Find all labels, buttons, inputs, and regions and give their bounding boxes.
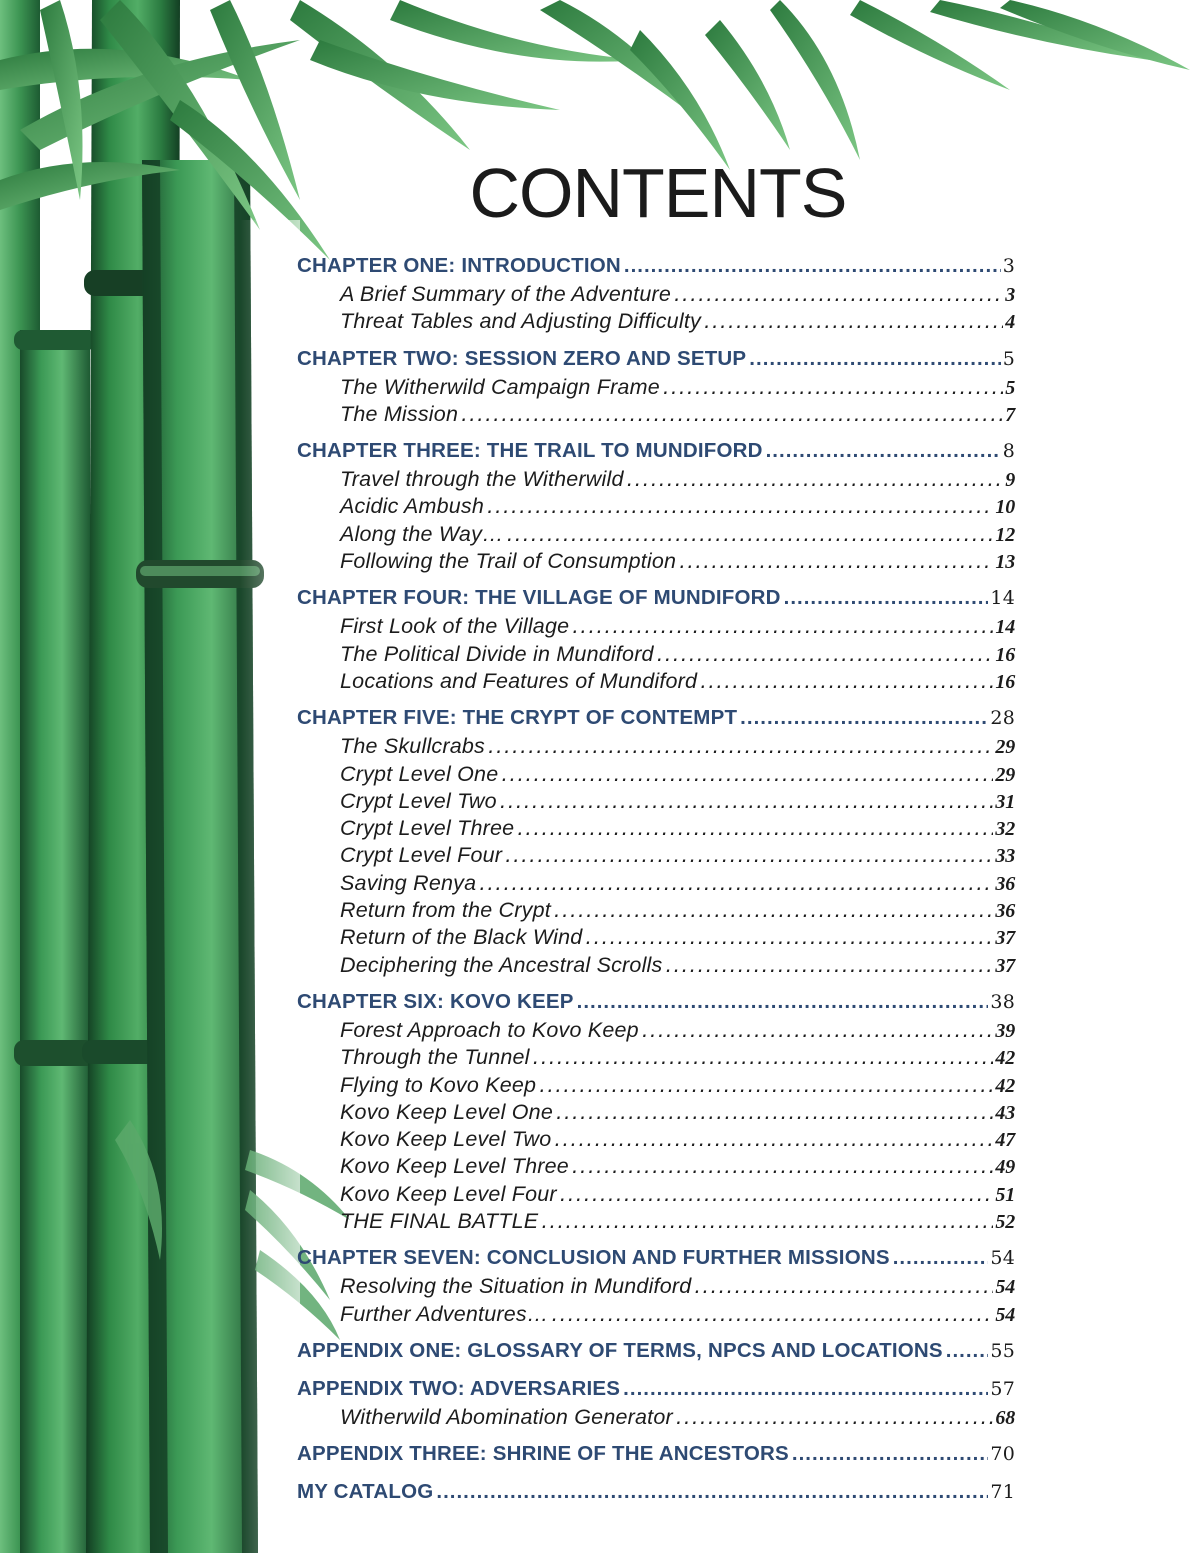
subsection-title: Crypt Level Three: [340, 816, 515, 841]
dot-leader: [487, 493, 993, 520]
toc-subsection-entry[interactable]: [297, 788, 1015, 815]
subsection-title: The Witherwild Campaign Frame: [340, 374, 660, 399]
subsection-page-number: 13: [995, 551, 1015, 574]
toc-subsection-entry[interactable]: [297, 1153, 1015, 1180]
subsection-page-number: 42: [995, 1047, 1015, 1070]
subsection-title: Kovo Keep Level Two: [340, 1127, 552, 1152]
subsection-title: Return from the Crypt: [340, 898, 551, 923]
subsection-page-number: 33: [995, 845, 1015, 868]
chapter-page-number: 3: [1002, 255, 1015, 277]
dot-leader: [436, 1476, 988, 1507]
subsection-page-number: 49: [995, 1156, 1015, 1179]
toc-subsection-entry[interactable]: [297, 1301, 1015, 1328]
subsection-title: Flying to Kovo Keep: [340, 1072, 537, 1097]
toc-subsection-entry[interactable]: [297, 401, 1015, 428]
dot-leader: [676, 1404, 994, 1431]
chapter-page-number: 8: [1002, 440, 1015, 463]
toc-subsection-entry[interactable]: [297, 374, 1015, 401]
subsection-page-number: 14: [995, 616, 1015, 639]
toc-subsection-entry[interactable]: [297, 815, 1015, 842]
toc-chapter-entry[interactable]: [297, 1438, 1015, 1469]
subsection-title: Crypt Level Two: [340, 788, 497, 813]
toc-subsection-entry[interactable]: [297, 281, 1015, 308]
subsection-page-number: 10: [995, 496, 1015, 519]
subsection-title: THE FINAL BATTLE: [340, 1209, 539, 1234]
toc-subsection-entry[interactable]: [297, 733, 1015, 760]
toc-section: [297, 1476, 1015, 1507]
subsection-page-number: 29: [995, 736, 1015, 759]
subsection-title: The Mission: [340, 401, 459, 426]
subsection-page-number: 51: [995, 1183, 1015, 1206]
toc-chapter-entry[interactable]: [297, 1476, 1015, 1507]
subsection-title: Through the Tunnel: [340, 1045, 530, 1070]
subsection-title: Along the Way…: [340, 521, 504, 546]
toc-subsection-entry[interactable]: [297, 521, 1015, 548]
chapter-title: CHAPTER SEVEN: CONCLUSION AND FURTHER MISSIONS: [297, 1246, 890, 1270]
toc-chapter-entry[interactable]: [297, 1335, 1015, 1366]
toc-chapter-entry[interactable]: [297, 250, 1015, 281]
toc-subsection-entry[interactable]: [297, 1044, 1015, 1071]
chapter-title: APPENDIX ONE: GLOSSARY OF TERMS, NPCS AND LOCATIONS: [297, 1338, 943, 1362]
subsection-page-number: 29: [995, 763, 1015, 786]
toc-section: [297, 343, 1015, 429]
subsection-title: A Brief Summary of the Adventure: [340, 282, 672, 306]
dot-leader: [500, 788, 994, 815]
dot-leader: [505, 842, 993, 869]
subsection-page-number: 37: [995, 927, 1015, 950]
chapter-title: CHAPTER FIVE: THE CRYPT OF CONTEMPT: [297, 706, 738, 730]
subsection-title: Crypt Level Four: [340, 843, 503, 868]
bamboo-stalk-left: [0, 0, 96, 1553]
subsection-page-number: 54: [995, 1303, 1015, 1326]
toc-subsection-entry[interactable]: [297, 952, 1015, 979]
subsection-page-number: 31: [995, 790, 1015, 813]
dot-leader: [501, 761, 993, 788]
chapter-title: CHAPTER SIX: KOVO KEEP: [297, 989, 574, 1013]
toc-subsection-entry[interactable]: [297, 924, 1015, 951]
dot-leader: [541, 1208, 993, 1235]
subsection-page-number: 47: [995, 1129, 1015, 1152]
dot-leader: [461, 401, 1003, 428]
subsection-page-number: 32: [995, 818, 1015, 841]
dot-leader: [749, 343, 1000, 374]
chapter-title: CHAPTER TWO: SESSION ZERO AND SETUP: [297, 346, 747, 370]
toc-section: [297, 1242, 1015, 1328]
toc-section: [297, 1373, 1015, 1431]
dot-leader: [556, 1099, 993, 1126]
toc-chapter-entry[interactable]: [297, 986, 1015, 1017]
toc-chapter-entry[interactable]: [297, 582, 1015, 613]
dot-leader: [572, 1153, 993, 1180]
subsection-title: The Political Divide in Mundiford: [340, 641, 654, 666]
toc-section: [297, 582, 1015, 695]
dot-leader: [623, 1373, 988, 1404]
subsection-title: Saving Renya: [340, 870, 477, 895]
subsection-page-number: 37: [995, 954, 1015, 977]
chapter-title: APPENDIX THREE: SHRINE OF THE ANCESTORS: [297, 1442, 789, 1466]
toc-chapter-entry[interactable]: [297, 1373, 1015, 1404]
dot-leader: [560, 1181, 994, 1208]
subsection-title: First Look of the Village: [340, 614, 570, 639]
dot-leader: [533, 1044, 994, 1071]
dot-leader: [554, 897, 993, 924]
chapter-page-number: 54: [990, 1247, 1015, 1270]
chapter-title: CHAPTER ONE: INTRODUCTION: [297, 254, 621, 277]
dot-leader: [946, 1335, 989, 1366]
dot-leader: [479, 870, 993, 897]
toc-subsection-entry[interactable]: [297, 1273, 1015, 1300]
chapter-page-number: 55: [990, 1339, 1015, 1362]
dot-leader: [585, 924, 993, 951]
toc-subsection-entry[interactable]: [297, 870, 1015, 897]
subsection-title: Acidic Ambush: [340, 494, 484, 519]
chapter-page-number: 71: [990, 1481, 1015, 1504]
dot-leader: [552, 1301, 994, 1328]
toc-subsection-entry[interactable]: [297, 1126, 1015, 1153]
subsection-title: Resolving the Situation in Mundiford: [340, 1274, 692, 1299]
toc-section: [297, 986, 1015, 1235]
dot-leader: [657, 641, 994, 668]
dot-leader: [572, 613, 993, 640]
toc-subsection-entry[interactable]: [297, 668, 1015, 695]
subsection-title: Following the Trail of Consumption: [340, 549, 677, 574]
subsection-title: Return of the Black Wind: [340, 925, 583, 950]
toc-chapter-entry[interactable]: [297, 1242, 1015, 1273]
dot-leader: [792, 1438, 989, 1469]
dot-leader: [665, 952, 993, 979]
dot-leader: [740, 702, 988, 733]
subsection-page-number: 43: [995, 1101, 1015, 1124]
toc-section: [297, 702, 1015, 979]
dot-leader: [663, 374, 1003, 401]
subsection-title: Crypt Level One: [340, 761, 499, 786]
toc-subsection-entry[interactable]: [297, 466, 1015, 493]
toc-subsection-entry[interactable]: [297, 1181, 1015, 1208]
dot-leader: [488, 733, 993, 760]
subsection-title: Further Adventures…: [340, 1301, 549, 1326]
dot-leader: [679, 548, 993, 575]
dot-leader: [674, 281, 1003, 308]
dot-leader: [624, 250, 1001, 281]
page-title: CONTENTS: [469, 154, 847, 232]
subsection-page-number: 9: [1005, 469, 1015, 492]
toc-section: [297, 1335, 1015, 1366]
toc-subsection-entry[interactable]: [297, 842, 1015, 869]
chapter-title: MY CATALOG: [297, 1480, 434, 1504]
toc-subsection-entry[interactable]: [297, 761, 1015, 788]
subsection-page-number: 36: [995, 872, 1015, 895]
subsection-page-number: 39: [995, 1019, 1015, 1042]
subsection-title: Witherwild Abomination Generator: [340, 1404, 673, 1429]
subsection-title: Threat Tables and Adjusting Difficulty: [340, 309, 701, 334]
toc-section: [297, 250, 1015, 336]
dot-leader: [784, 582, 989, 613]
toc-subsection-entry[interactable]: [297, 548, 1015, 575]
subsection-page-number: 68: [995, 1406, 1015, 1429]
subsection-title: Deciphering the Ancestral Scrolls: [340, 952, 663, 977]
subsection-title: Kovo Keep Level One: [340, 1099, 553, 1124]
toc-section: [297, 435, 1015, 575]
chapter-page-number: 38: [990, 990, 1015, 1013]
dot-leader: [766, 435, 1001, 466]
chapter-title: CHAPTER THREE: THE TRAIL TO MUNDIFORD: [297, 439, 763, 463]
chapter-title: CHAPTER FOUR: THE VILLAGE OF MUNDIFORD: [297, 586, 781, 610]
subsection-page-number: 54: [995, 1276, 1015, 1299]
toc-section: [297, 1438, 1015, 1469]
toc-chapter-entry[interactable]: [297, 702, 1015, 733]
subsection-page-number: 16: [995, 643, 1015, 666]
chapter-title: APPENDIX TWO: ADVERSARIES: [297, 1376, 621, 1400]
subsection-page-number: 3: [1005, 284, 1015, 306]
dot-leader: [893, 1242, 989, 1273]
dot-leader: [577, 986, 989, 1017]
table-of-contents: [297, 250, 1015, 1514]
subsection-page-number: 4: [1005, 311, 1015, 334]
dot-leader: [554, 1126, 993, 1153]
subsection-page-number: 12: [995, 523, 1015, 546]
dot-leader: [539, 1072, 993, 1099]
toc-subsection-entry[interactable]: [297, 1072, 1015, 1099]
dot-leader: [704, 308, 1003, 335]
chapter-page-number: 5: [1002, 347, 1015, 370]
dot-leader: [627, 466, 1004, 493]
toc-subsection-entry[interactable]: [297, 1099, 1015, 1126]
toc-subsection-entry[interactable]: [297, 613, 1015, 640]
subsection-title: Kovo Keep Level Four: [340, 1181, 557, 1206]
toc-subsection-entry[interactable]: [297, 897, 1015, 924]
dot-leader: [507, 521, 994, 548]
subsection-page-number: 7: [1005, 403, 1015, 426]
toc-subsection-entry[interactable]: [297, 1404, 1015, 1431]
chapter-page-number: 70: [990, 1443, 1015, 1466]
chapter-page-number: 28: [990, 707, 1015, 730]
subsection-title: The Skullcrabs: [340, 734, 485, 759]
toc-subsection-entry[interactable]: [297, 641, 1015, 668]
dot-leader: [642, 1017, 994, 1044]
dot-leader: [517, 815, 993, 842]
subsection-page-number: 5: [1005, 376, 1015, 399]
toc-subsection-entry[interactable]: [297, 1017, 1015, 1044]
subsection-title: Locations and Features of Mundiford: [340, 668, 698, 693]
chapter-page-number: 14: [990, 587, 1015, 610]
toc-chapter-entry[interactable]: [297, 435, 1015, 466]
toc-subsection-entry[interactable]: [297, 1208, 1015, 1235]
subsection-title: Kovo Keep Level Three: [340, 1154, 569, 1179]
subsection-title: Forest Approach to Kovo Keep: [340, 1017, 639, 1042]
subsection-page-number: 36: [995, 900, 1015, 923]
subsection-page-number: 52: [995, 1211, 1015, 1234]
toc-subsection-entry[interactable]: [297, 493, 1015, 520]
chapter-page-number: 57: [990, 1377, 1015, 1400]
toc-chapter-entry[interactable]: [297, 343, 1015, 374]
subsection-title: Travel through the Witherwild: [340, 467, 624, 492]
toc-subsection-entry[interactable]: [297, 308, 1015, 335]
subsection-page-number: 42: [995, 1074, 1015, 1097]
dot-leader: [700, 668, 993, 695]
dot-leader: [694, 1273, 993, 1300]
subsection-page-number: 16: [995, 670, 1015, 693]
